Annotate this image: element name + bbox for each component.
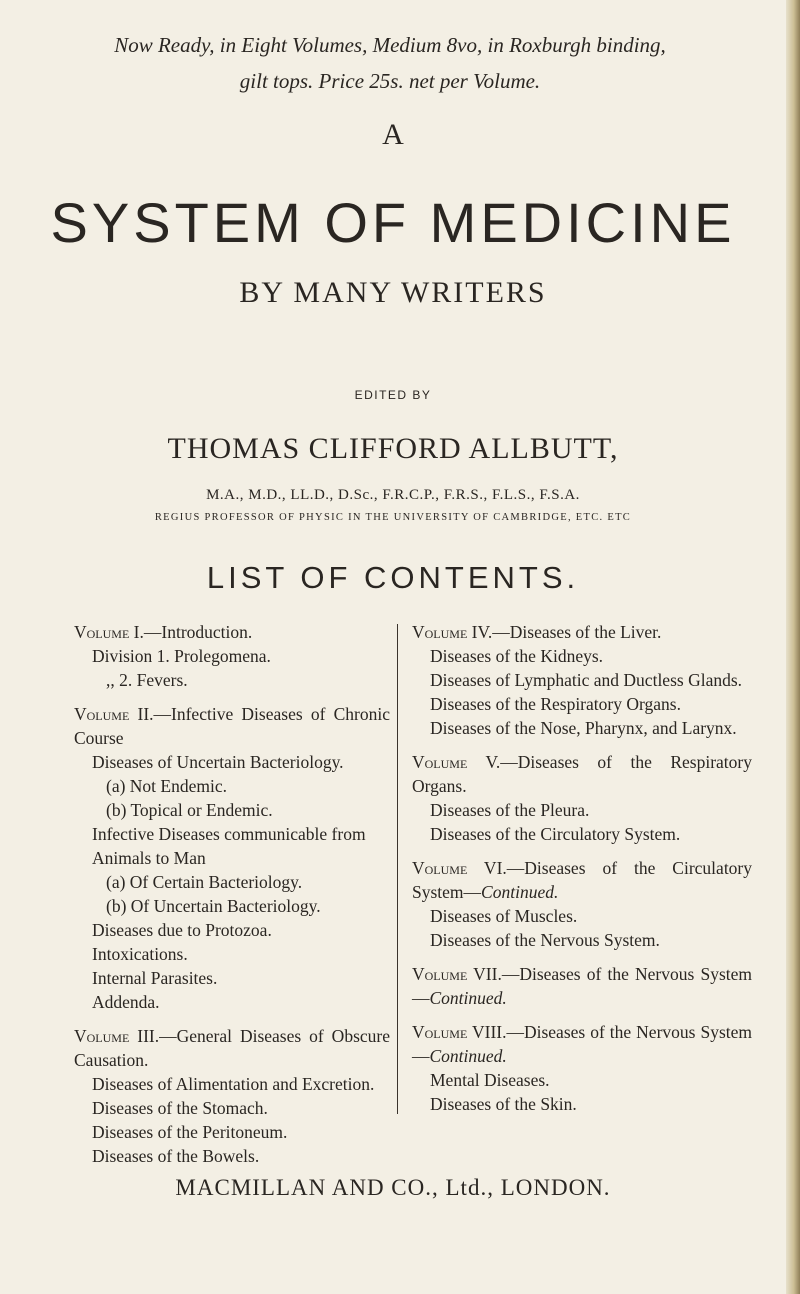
- volume-title: —Infective Diseases of Chronic Course: [74, 704, 390, 748]
- volume-entry: Diseases of the Peritoneum.: [92, 1122, 288, 1142]
- publisher-imprint: MACMILLAN AND CO., Ltd., LONDON.: [175, 1175, 611, 1200]
- volume-3: [74, 1024, 390, 1168]
- column-divider: [397, 624, 398, 1114]
- volume-entry: Diseases of the Respiratory Organs.: [430, 694, 681, 714]
- volume-entry: Division 1. Prolegomena.: [92, 646, 271, 666]
- volume-heading: [412, 620, 752, 644]
- volume-entry: Addenda.: [92, 992, 160, 1012]
- volume-entry: Diseases of the Skin.: [430, 1094, 577, 1114]
- volume-label: Volume VII.: [412, 964, 502, 984]
- volume-title: —Diseases of the Circulatory System—: [412, 858, 753, 902]
- subtitle: BY MANY WRITERS: [239, 276, 547, 309]
- contents-left-column: [74, 620, 390, 1178]
- editor-position: REGIUS PROFESSOR OF PHYSIC IN THE UNIVERSITY OF CAMBRIDGE, ETC. ETC: [154, 512, 632, 523]
- volume-entry: Diseases due to Protozoa.: [92, 920, 272, 940]
- volume-title: —Diseases of the Nervous System—: [412, 964, 752, 1008]
- volume-label: Volume I.: [74, 622, 144, 642]
- volume-heading: [412, 856, 752, 904]
- volume-heading: [412, 750, 752, 798]
- volume-title: —Diseases of the Liver.: [492, 622, 662, 642]
- volume-label: Volume V.: [412, 752, 501, 772]
- volume-label: Volume II.: [74, 704, 154, 724]
- main-title: SYSTEM OF MEDICINE: [50, 191, 736, 254]
- volume-entry: Diseases of the Circulatory System.: [430, 824, 681, 844]
- volume-5: [412, 750, 752, 846]
- contents-right-column: [412, 620, 752, 1126]
- volume-entry: (a) Not Endemic.: [106, 776, 227, 796]
- volume-label: Volume VIII.: [412, 1022, 507, 1042]
- volume-heading: [74, 702, 390, 750]
- volume-entry: Diseases of Alimentation and Excretion.: [92, 1074, 375, 1094]
- volume-4: [412, 620, 752, 740]
- volume-heading: [412, 1020, 752, 1068]
- volume-entry: ,, 2. Fevers.: [106, 670, 188, 690]
- volume-heading: [74, 620, 390, 644]
- volume-label: Volume III.: [74, 1026, 160, 1046]
- volume-entry: Diseases of the Pleura.: [430, 800, 590, 820]
- volume-entry: (b) Topical or Endemic.: [106, 800, 273, 820]
- volume-entry: Mental Diseases.: [430, 1070, 550, 1090]
- volume-title: —Diseases of the Respiratory Organs.: [412, 752, 752, 796]
- volume-entry: Diseases of the Nose, Pharynx, and Larynx.: [430, 718, 737, 738]
- volume-entry: (a) Of Certain Bacteriology.: [106, 872, 303, 892]
- announcement: [60, 30, 720, 96]
- volume-7: [412, 962, 752, 1010]
- volume-entry: Diseases of the Nervous System.: [430, 930, 660, 950]
- volume-title: —Diseases of the Nervous System—: [412, 1022, 752, 1066]
- volume-heading: [412, 962, 752, 1010]
- volume-title: —Introduction.: [143, 622, 253, 642]
- title-article: A: [382, 118, 404, 151]
- volume-entry: Diseases of the Stomach.: [92, 1098, 268, 1118]
- volume-entry: Diseases of the Bowels.: [92, 1146, 260, 1166]
- volume-entry: Intoxications.: [92, 944, 188, 964]
- volume-title-continued: Continued.: [481, 882, 559, 902]
- volume-entry: Diseases of Uncertain Bacteriology.: [92, 752, 344, 772]
- volume-6: [412, 856, 752, 952]
- volume-label: Volume VI.: [412, 858, 507, 878]
- volume-entry: Internal Parasites.: [92, 968, 218, 988]
- volume-title: —General Diseases of Obscure Causation.: [74, 1026, 390, 1070]
- volume-entry: (b) Of Uncertain Bacteriology.: [106, 896, 321, 916]
- contents-heading: LIST OF CONTENTS.: [206, 560, 580, 595]
- editor-degrees: M.A., M.D., LL.D., D.Sc., F.R.C.P., F.R.S., F.L.S., F.S.A.: [206, 487, 580, 503]
- volume-title-continued: Continued.: [429, 988, 507, 1008]
- page-edge: [786, 0, 800, 1294]
- announcement-line-2: gilt tops. Price 25s. net per Volume.: [239, 69, 541, 93]
- volume-title-continued: Continued.: [429, 1046, 507, 1066]
- volume-2: [74, 702, 390, 1014]
- volume-heading: [74, 1024, 390, 1072]
- edited-by-label: EDITED BY: [354, 388, 432, 402]
- editor-name: THOMAS CLIFFORD ALLBUTT,: [167, 432, 619, 465]
- announcement-line-1: Now Ready, in Eight Volumes, Medium 8vo, in Roxburgh binding,: [114, 33, 666, 57]
- volume-8: [412, 1020, 752, 1116]
- volume-label: Volume IV.: [412, 622, 493, 642]
- volume-entry: Diseases of the Kidneys.: [430, 646, 604, 666]
- volume-1: [74, 620, 390, 692]
- volume-entry: Infective Diseases communicable from Animals to Man: [92, 824, 366, 868]
- volume-entry: Diseases of Lymphatic and Ductless Glands.: [430, 670, 743, 690]
- volume-entry: Diseases of Muscles.: [430, 906, 578, 926]
